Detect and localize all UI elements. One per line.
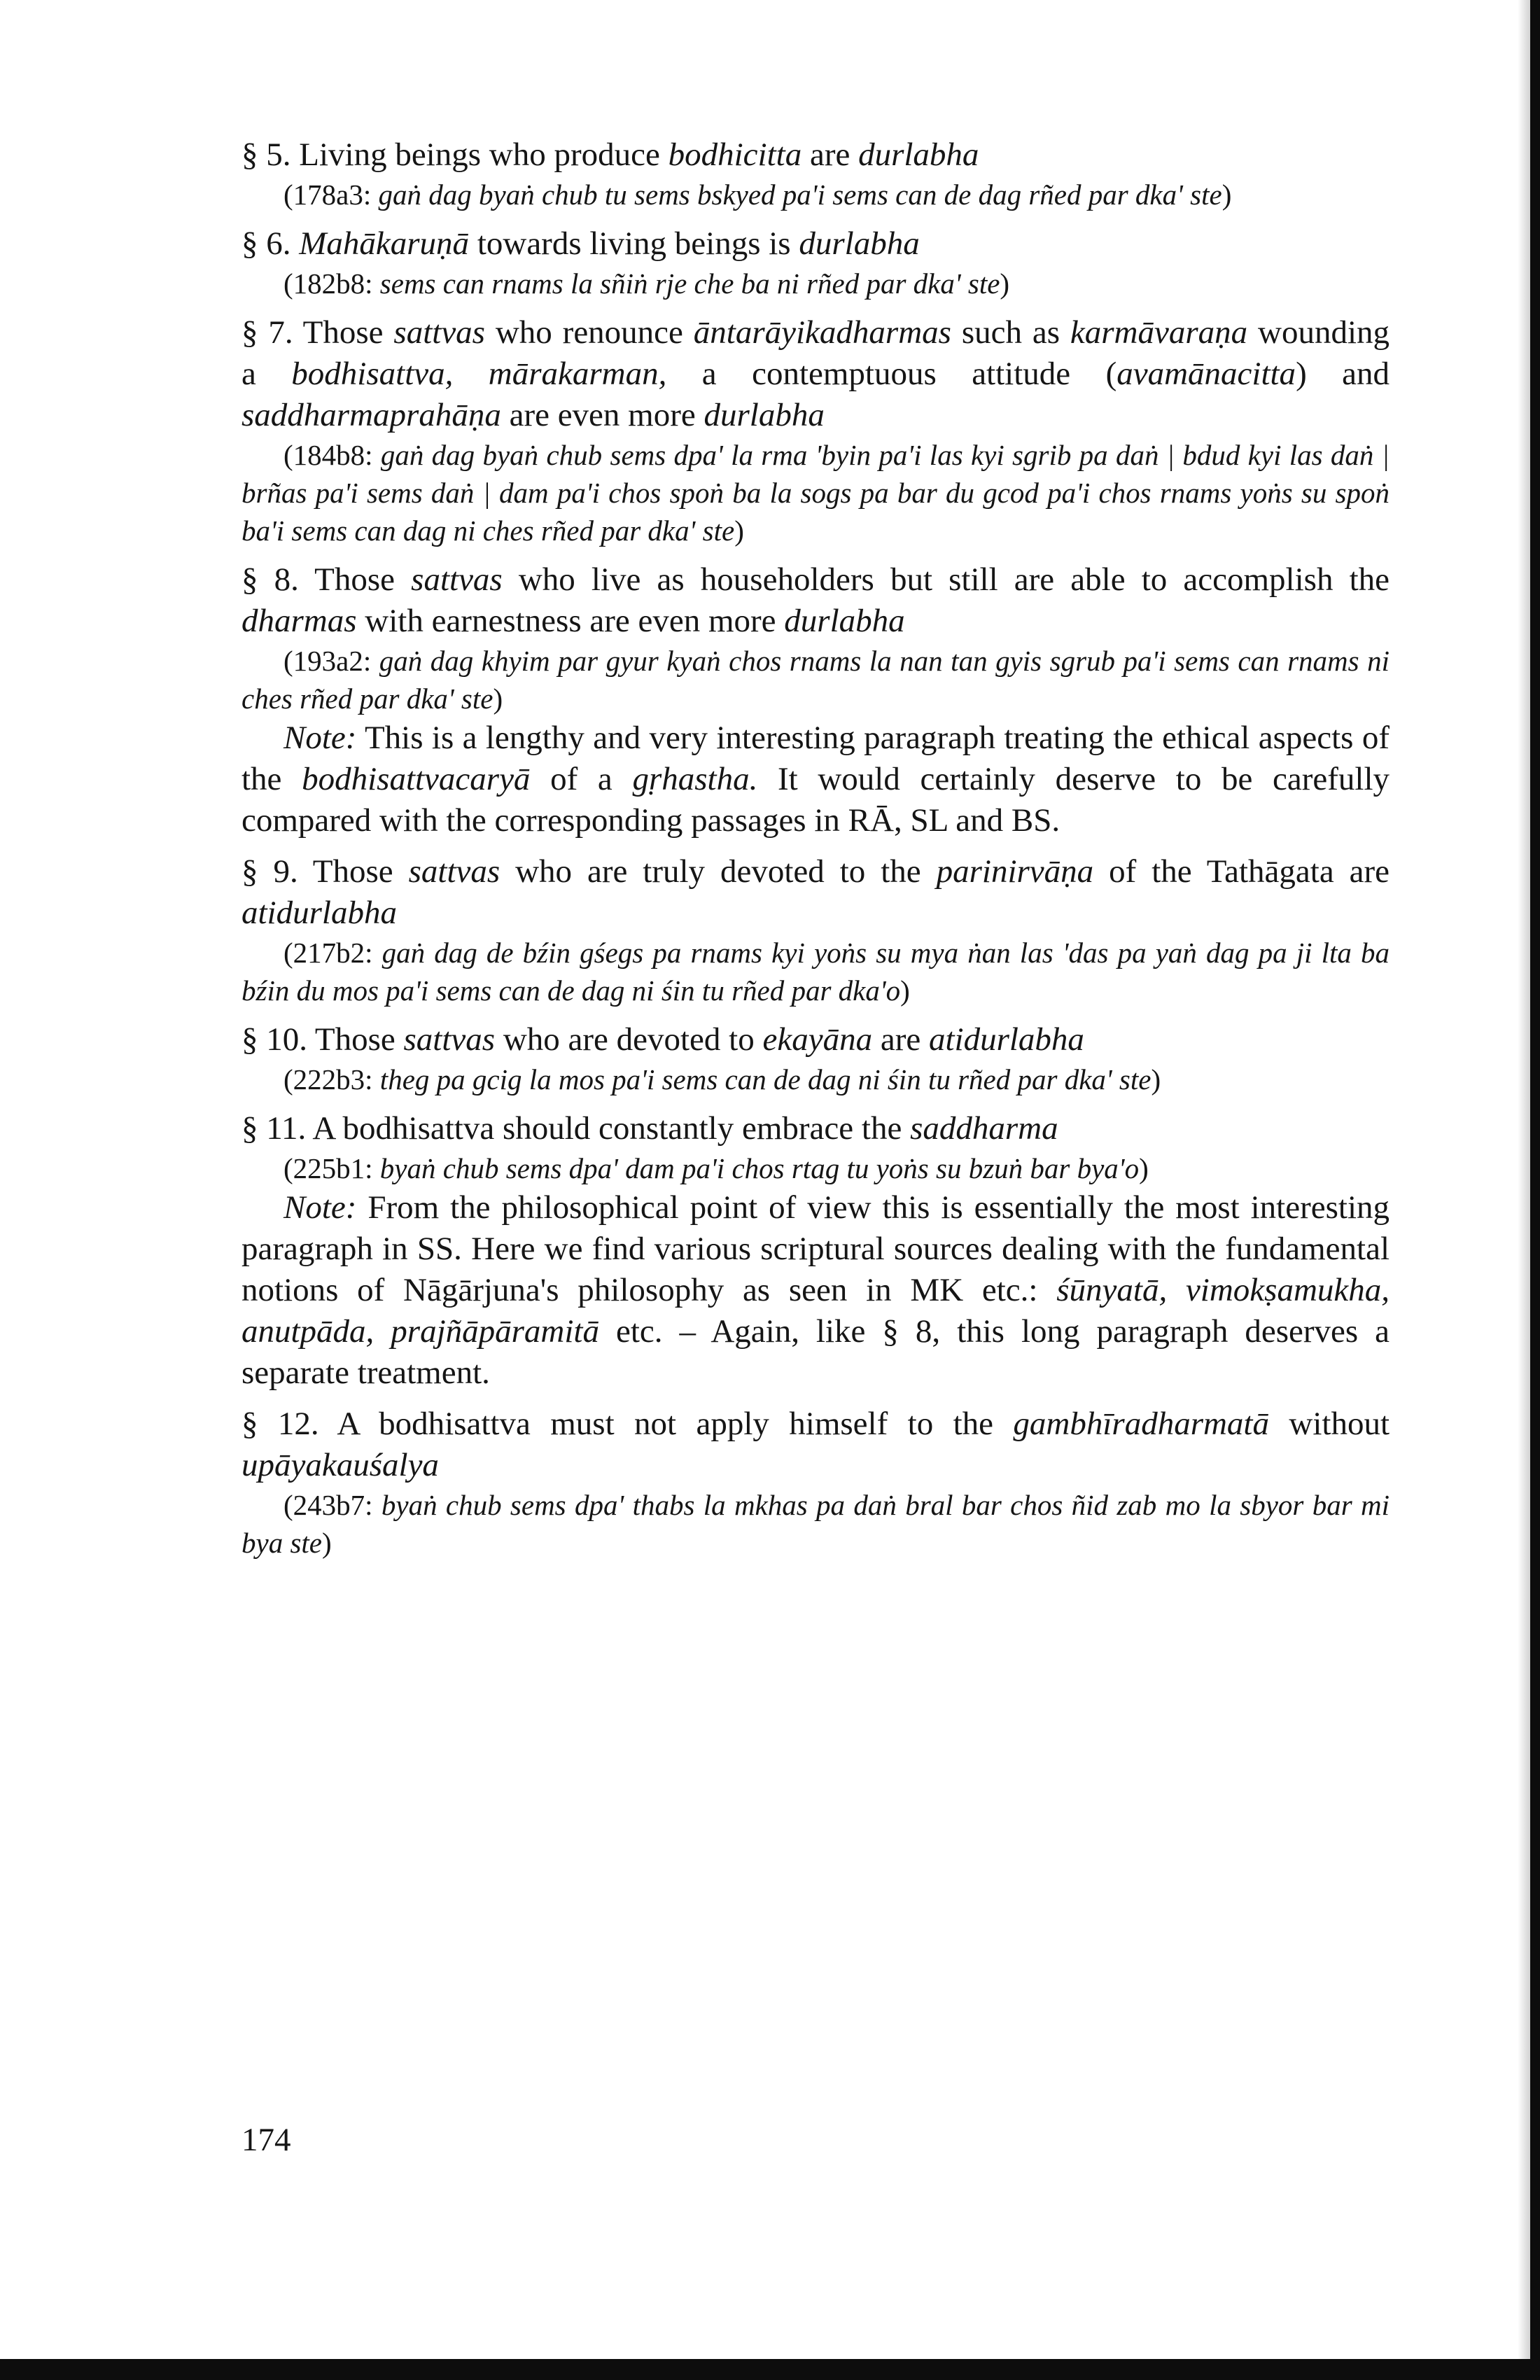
text-run: ) [1139,1152,1149,1184]
body-text [241,125,1390,1562]
tibetan-quote [241,265,1390,302]
section-heading [241,223,1390,265]
text-run: This is a lengthy and very interesting paragraph treating the ethical aspects of the [241,720,1390,797]
text-run: § 8. Those [241,561,412,598]
italic-term: karmāvaraṇa [1070,314,1248,351]
text-run: (184b8: [284,439,381,471]
tibetan-quote [241,176,1390,214]
text-run: From the philosophical point of view this is essentially the most interesting paragraph in SS. Here we find various scriptural sources dealing with the fundamental notions of Nāgārjuna's philosophy as seen in MK etc.: [241,1189,1390,1308]
italic-term: sems can rnams la sñiṅ rje che ba ni rñed par dka' ste [379,267,1000,300]
text-run: with earnestness are even more [356,603,785,639]
italic-term: durlabha [858,136,979,173]
italic-term: gaṅ dag de bźin gśegs pa rnams kyi yoṅs su mya ṅan las 'das pa yaṅ dag pa ji lta ba bźin du mos pa'i sems can de dag ni śin tu rñed par dka'o [241,937,1390,1007]
italic-term: gaṅ dag khyim par gyur kyaṅ chos rnams la nan tan gyis sgrub pa'i sems can rnams ni ches rñed par dka' ste [241,645,1390,715]
text-run: § 10. Those [241,1021,404,1058]
section-5 [241,134,1390,214]
italic-term: gambhīradharmatā [1013,1406,1269,1442]
text-run: (243b7: [284,1489,382,1521]
italic-term: śūnyatā, vimokṣamukha, anutpāda, prajñāpāramitā [241,1272,1390,1350]
italic-term: saddharma [910,1110,1058,1147]
text-run: (225b1: [284,1152,380,1184]
italic-term: atidurlabha [241,895,397,931]
text-run: § 5. Living beings who produce [241,136,668,173]
section-11 [241,1108,1390,1394]
tibetan-quote [241,1060,1390,1098]
italic-term: theg pa gcig la mos pa'i sems can de dag ni śin tu rñed par dka' ste [379,1063,1152,1096]
italic-term: sattvas [403,1021,496,1058]
section-heading [241,1019,1390,1060]
italic-term: gaṅ dag byaṅ chub tu sems bskyed pa'i sems can de dag rñed par dka' ste [378,178,1222,211]
italic-term: upāyakauśalya [241,1447,439,1483]
text-run: who live as householders but still are able to accomplish the [502,561,1390,598]
text-run: are even more [500,397,704,433]
page-number: 174 [241,2122,291,2158]
italic-term: atidurlabha [928,1021,1084,1058]
italic-term: parinirvāṇa [936,853,1094,890]
italic-term: ekayāna [762,1021,873,1058]
italic-term: durlabha [799,225,920,262]
text-run: ) [1151,1063,1161,1096]
italic-term: bodhisattva, mārakarman, [291,356,667,392]
section-10 [241,1019,1390,1098]
section-heading [241,134,1390,176]
italic-term: dharmas [241,603,357,639]
text-run: § 9. Those [241,853,409,890]
italic-term: gṛhastha. [632,761,758,797]
italic-term: byaṅ chub sems dpa' thabs la mkhas pa daṅ bral bar chos ñid zab mo la sbyor bar mi bya ste [241,1489,1390,1559]
section-12 [241,1404,1390,1562]
text-run: (217b2: [284,937,382,969]
text-run: § 7. Those [241,314,394,351]
text-run: § 12. A bodhisattva must not apply himself to the [241,1406,1014,1442]
tibetan-quote [241,934,1390,1009]
text-run: of a [530,761,633,797]
text-run: of the Tathāgata are [1093,853,1390,890]
italic-term: avamānacitta [1116,356,1296,392]
italic-term: durlabha [704,397,825,433]
text-run: who are devoted to [495,1021,763,1058]
text-run: wounding a [241,314,1390,392]
italic-term: sattvas [411,561,503,598]
section-heading [241,851,1390,934]
page-edge-right [1530,0,1540,2380]
italic-term: saddharmaprahāṇa [241,397,501,433]
text-run: a contemptuous attitude ( [666,356,1117,392]
italic-term: bodhisattvacaryā [302,761,531,797]
text-run: (178a3: [284,178,379,211]
text-run: ) [734,514,744,547]
italic-term: Note: [284,720,357,756]
italic-term: bodhicitta [668,136,802,173]
text-run: ) [900,974,910,1007]
text-run: ) [322,1527,332,1559]
section-heading [241,559,1390,642]
text-run: (193a2: [284,645,379,677]
section-note [241,718,1390,841]
tibetan-quote [241,1486,1390,1562]
section-6 [241,223,1390,302]
italic-term: sattvas [408,853,500,890]
section-note [241,1187,1390,1394]
section-7 [241,312,1390,550]
text-run: who are truly devoted to the [500,853,937,890]
italic-term: durlabha [784,603,905,639]
italic-term: Note: [284,1189,357,1226]
text-run: (222b3: [284,1063,380,1096]
italic-term: byaṅ chub sems dpa' dam pa'i chos rtag tu yoṅs su bzuṅ bar bya'o [379,1152,1140,1184]
italic-term: sattvas [393,314,485,351]
italic-term: gaṅ dag byaṅ chub sems dpa' la rma 'byin pa'i las kyi sgrib pa daṅ | bdud kyi las daṅ | brñas pa'i sems daṅ | dam pa'i chos spoṅ ba la sogs pa bar du gcod pa'i chos rnams yoṅs su spoṅ ba'i sems can dag ni ches rñed par dka' ste [241,439,1390,547]
tibetan-quote [241,1149,1390,1187]
section-8 [241,559,1390,841]
text-run: ) [493,682,503,715]
text-run: towards living beings is [469,225,799,262]
text-run: It would certainly deserve to be carefully compared with the corresponding passages in RĀ, SL and BS. [241,761,1390,839]
text-run: (182b8: [284,267,380,300]
text-run: § 11. A bodhisattva should constantly embrace the [241,1110,911,1147]
text-run: ) [1222,178,1232,211]
section-9 [241,851,1390,1009]
tibetan-quote [241,436,1390,550]
text-run: ) and [1296,356,1390,392]
page-edge-bottom [0,2359,1540,2380]
text-run: etc. – Again, like § 8, this long paragraph deserves a separate treatment. [241,1313,1390,1391]
section-heading [241,1404,1390,1486]
text-run: ) [1000,267,1010,300]
text-run: § 6. [241,225,300,262]
page-edge-shadow [1518,0,1530,2380]
text-run: are [802,136,859,173]
italic-term: Mahākaruṇā [299,225,470,262]
section-heading [241,312,1390,436]
text-run: who renounce [484,314,694,351]
text-run: such as [951,314,1070,351]
italic-term: āntarāyikadharmas [693,314,951,351]
section-heading [241,1108,1390,1149]
text-run: without [1269,1406,1390,1442]
text-run: are [872,1021,929,1058]
tibetan-quote [241,642,1390,718]
